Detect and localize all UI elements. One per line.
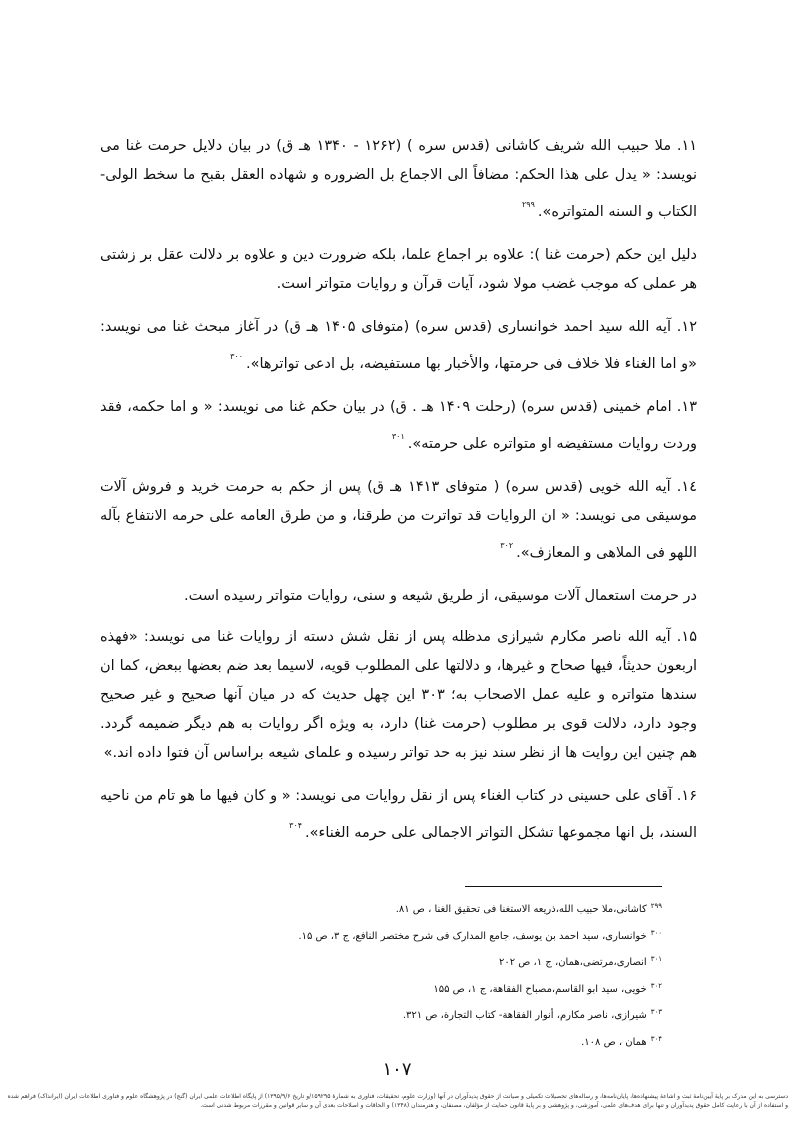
footnote-ref[interactable]: ۳۰۰: [230, 352, 244, 361]
paragraph-11: ۱۱. ملا حبیب الله شریف کاشانی (قدس سره ) (۱۲۶۲ - ۱۳۴۰ هـ ق) در بیان دلایل حرمت غنا می نویسد: « یدل علی هذا الحکم: مضافاً الی الاجماع بل الضروره و شهاده العقل بقبح ما سخط الولی- الکتاب و السنه المتواتره».$^{۲۹۹}$: [100, 138, 698, 220]
paragraph-music-instruments: در حرمت استعمال آلات موسیقی، از طریق شیعه و سنی، روایات متواتر رسیده است.: [184, 588, 697, 604]
footnote-item: $^{۳۰۲}$خویی، سید ابو القاسم،مصباح الفقاهة، ج ۱، ص ۱۵۵: [433, 981, 662, 995]
paragraph-explanation: دلیل این حکم (حرمت غنا ): علاوه بر اجماع علما، بلکه ضرورت دین و علاوه بر دلالت عقل بر زشتی هر عملی که موجب غضب مولا شود، آیات قرآن و روایات متواتر است.: [100, 247, 697, 292]
body-text: [100, 132, 697, 862]
footnote-item: $^{۳۰۳}$شیرازی، ناصر مکارم، أنوار الفقاهة- کتاب التجارة، ص ۳۲۱.: [402, 1008, 662, 1021]
footnote-ref[interactable]: ۳۰۱: [391, 432, 405, 441]
footnote-item: $^{۲۹۹}$کاشانی،ملا حبیب الله،ذریعه الاستغنا فی تحقیق الغنا ، ص ۸۱.: [395, 902, 662, 915]
footnote-ref[interactable]: ۳۰۴: [289, 821, 303, 830]
paragraph-12: ۱۲. آیه الله سید احمد خوانساری (قدس سره) (متوفای ۱۴۰۵ هـ ق) در آغاز مبحث غنا می نویسد: «و اما الغناء فلا خلاف فی حرمتها، والأخبار بها مستفیضه، بل ادعی تواترها».$^{۳۰۰}$: [100, 319, 697, 372]
paragraph-14: ۱٤. آیه الله خویی (قدس سره) ( متوفای ۱۴۱۳ هـ ق) پس از حکم به حرمت خرید و فروش آلات موسیقی می نویسد: « ان الروایات قد تواترت من طرقنا، و من طرق العامه علی حرمه الانتفاع بآله اللهو فی الملاهی و المعازف».$^{۳۰۲}$: [100, 479, 697, 561]
paragraph-16: ۱۶. آقای علی حسینی در کتاب الغناء پس از نقل روایات می نویسد: « و کان فیها ما هو تام من ناحیه السند، بل انها مجموعها تشکل التواتر الاجمالی علی حرمه الغناء».$^{۳۰۴}$: [100, 788, 697, 841]
footnote-item: $^{۳۰۱}$انصاری،مرتضی،همان، ج ۱، ص ۲۰۲: [498, 955, 662, 968]
legal-notice: دسترسی به این مدرک بر پایهٔ آیین‌نامهٔ ثبت و اشاعهٔ پیشنهاده‌ها، پایان‌نامه‌ها، و رساله‌های تحصیلات تکمیلی و صیانت از حقوق پدیدآوران در آنها (وزارت علوم، تحقیقات، فناوری به شمارهٔ ۱۵۹۲۹۵/و تاریخ ۱۳۹۵/۹/۶) از پایگاه اطلاعات علمی ایران (گنج) در پژوهشگاه علوم و فناوری اطلاعات ایران (ایرانداک) فراهم شده و استفاده از آن با رعایت کامل حقوق پدیدآوران و تنها برای هدف‌های علمی، آموزشی، و پژوهشی و بر پایهٔ قانون حمایت از مؤلفان، مصنفان، و هنرمندان (۱۳۴۸) و الحاقات و اصلاحات بعدی آن و سایر قوانین و مقررات مربوط شدنی است.: [7, 1093, 788, 1109]
footnotes: [280, 895, 662, 1054]
paragraph-15: ۱۵. آیه الله ناصر مکارم شیرازی مدظله پس از نقل شش دسته از روایات غنا می نویسد: «فهذه اربعون حدیثاً، فیها صحاح و غیرها، و دلالتها علی المطلوب قویه، لاسیما بعد ضم بعضها ببعض، کما ان سندها متواتره و علیه عمل الاصحاب به؛ ۳۰۳ این چهل حدیث که در میان آنها صحیح و غیر صحیح وجود دارد، دلالت قوی بر مطلوب (حرمت غنا) دارد، به ویژه اگر روایات به هم دیگر ضمیمه گردد. هم چنین این روایت ها از نظر سند نیز به حد تواتر رسیده و علمای شیعه براساس آن فتوا داده اند.»: [100, 629, 697, 761]
footnote-item: $^{۳۰۴}$همان ، ص ۱۰۸.: [581, 1034, 662, 1048]
page-number: ۱۰۷: [382, 1059, 412, 1080]
footnote-ref[interactable]: ۲۹۹: [522, 200, 535, 209]
footnote-ref[interactable]: ۳۰۲: [500, 541, 514, 550]
paragraph-13: ۱۳. امام خمینی (قدس سره) (رحلت ۱۴۰۹ هـ . ق) در بیان حکم غنا می نویسد: « و اما حکمه، فقد وردت روایات مستفیضه او متواتره علی حرمته».$^{۳۰۱}$: [100, 399, 697, 452]
footnote-divider: [465, 886, 662, 887]
footnote-item: $^{۳۰۰}$خوانساری، سید احمد بن یوسف، جامع المدارک فی شرح مختصر النافع، ج ۳، ص ۱۵.: [298, 928, 662, 942]
